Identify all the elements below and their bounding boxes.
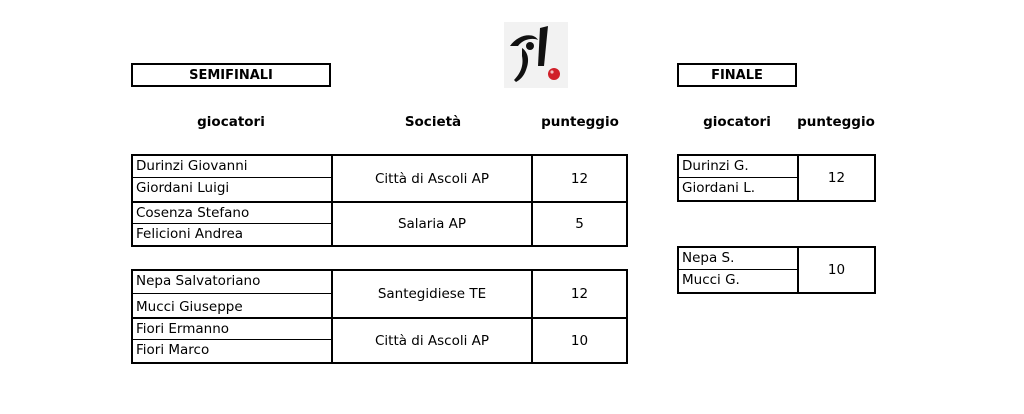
club-name: Città di Ascoli AP: [331, 317, 533, 362]
final-header-players: giocatori: [703, 114, 771, 130]
player-name: Mucci G.: [682, 272, 740, 288]
final-header-score: punteggio: [797, 114, 875, 130]
final-title: FINALE: [677, 63, 797, 87]
final-pair-2: [677, 246, 876, 294]
player-name: Giordani L.: [682, 180, 756, 196]
player-name: Durinzi Giovanni: [133, 156, 331, 178]
score-value: 12: [797, 156, 874, 200]
player-name: Felicioni Andrea: [136, 226, 244, 242]
club-name: Salaria AP: [331, 201, 533, 245]
player-name: Mucci Giuseppe: [136, 299, 243, 315]
score-value: 12: [570, 286, 589, 302]
score-value: 10: [533, 317, 626, 362]
player-name: Durinzi G.: [679, 156, 797, 178]
club-name: Santegidiese TE: [331, 271, 533, 317]
semifinal-match-1: [131, 154, 628, 247]
player-name: Cosenza Stefano: [133, 201, 331, 224]
final-pair-1: [677, 154, 876, 202]
score-value: 10: [797, 248, 874, 292]
player-name: Giordani Luigi: [136, 180, 230, 196]
bowler-logo-icon: [504, 22, 568, 88]
semifinal-title: SEMIFINALI: [131, 63, 331, 87]
semifinal-header-score: punteggio: [541, 114, 619, 130]
club-name: Città di Ascoli AP: [331, 156, 533, 201]
player-name: Fiori Ermanno: [133, 317, 331, 340]
player-name: Nepa S.: [679, 248, 797, 270]
semifinal-header-players: giocatori: [197, 114, 265, 130]
score-value: 5: [533, 201, 626, 245]
player-name: Fiori Marco: [136, 342, 210, 358]
player-name: Nepa Salvatoriano: [133, 271, 331, 294]
score-value: 12: [570, 170, 589, 187]
semifinal-header-club: Società: [404, 114, 462, 130]
semifinal-match-2: [131, 269, 628, 364]
